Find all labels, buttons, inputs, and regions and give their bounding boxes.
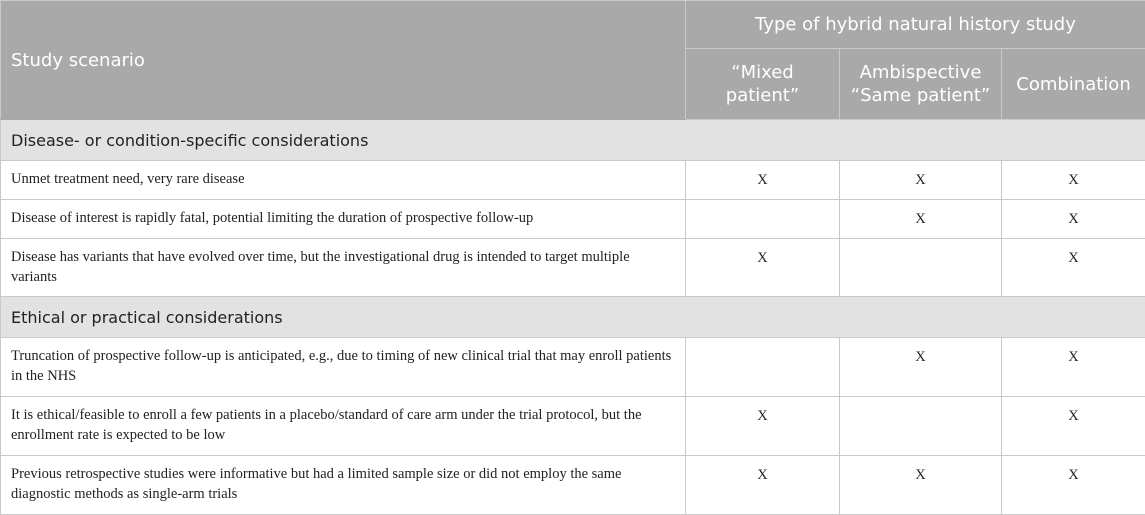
table-row	[1, 239, 1145, 297]
scenario-cell: Unmet treatment need, very rare disease	[1, 161, 686, 200]
header-same-patient: Ambispective “Same patient”	[840, 49, 1002, 120]
combination-cell: X	[1002, 200, 1145, 239]
combination-cell: X	[1002, 397, 1145, 456]
same-patient-cell: X	[840, 456, 1002, 515]
table-row	[1, 161, 1145, 200]
scenario-cell: Truncation of prospective follow-up is anticipated, e.g., due to timing of new clinical trial that may enroll patients in the NHS	[1, 338, 686, 397]
scenario-cell: Disease of interest is rapidly fatal, potential limiting the duration of prospective follow-up	[1, 200, 686, 239]
header-study-scenario: Study scenario	[1, 1, 686, 120]
table-row	[1, 200, 1145, 239]
header-mixed-patient: “Mixed patient”	[686, 49, 840, 120]
mixed-patient-cell	[686, 338, 840, 397]
same-patient-cell: X	[840, 338, 1002, 397]
scenario-cell: It is ethical/feasible to enroll a few patients in a placebo/standard of care arm under the trial protocol, but the enrollment rate is expected to be low	[1, 397, 686, 456]
section-title-ethical: Ethical or practical considerations	[1, 297, 1145, 338]
table-row	[1, 456, 1145, 515]
scenario-cell: Disease has variants that have evolved over time, but the investigational drug is intended to target multiple variants	[1, 239, 686, 297]
section-row	[1, 120, 1145, 161]
same-patient-cell	[840, 397, 1002, 456]
header-study-type-group: Type of hybrid natural history study	[686, 1, 1145, 49]
mixed-patient-cell: X	[686, 397, 840, 456]
combination-cell: X	[1002, 161, 1145, 200]
scenario-cell: Previous retrospective studies were informative but had a limited sample size or did not employ the same diagnostic methods as single-arm trials	[1, 456, 686, 515]
same-patient-cell: X	[840, 161, 1002, 200]
combination-cell: X	[1002, 338, 1145, 397]
mixed-patient-cell: X	[686, 239, 840, 297]
mixed-patient-cell: X	[686, 161, 840, 200]
same-patient-cell	[840, 239, 1002, 297]
header-combination: Combination	[1002, 49, 1145, 120]
mixed-patient-cell	[686, 200, 840, 239]
combination-cell: X	[1002, 239, 1145, 297]
same-patient-cell: X	[840, 200, 1002, 239]
section-title-disease: Disease- or condition-specific considerations	[1, 120, 1145, 161]
combination-cell: X	[1002, 456, 1145, 515]
section-row	[1, 297, 1145, 338]
table-row	[1, 397, 1145, 456]
mixed-patient-cell: X	[686, 456, 840, 515]
table-row	[1, 338, 1145, 397]
